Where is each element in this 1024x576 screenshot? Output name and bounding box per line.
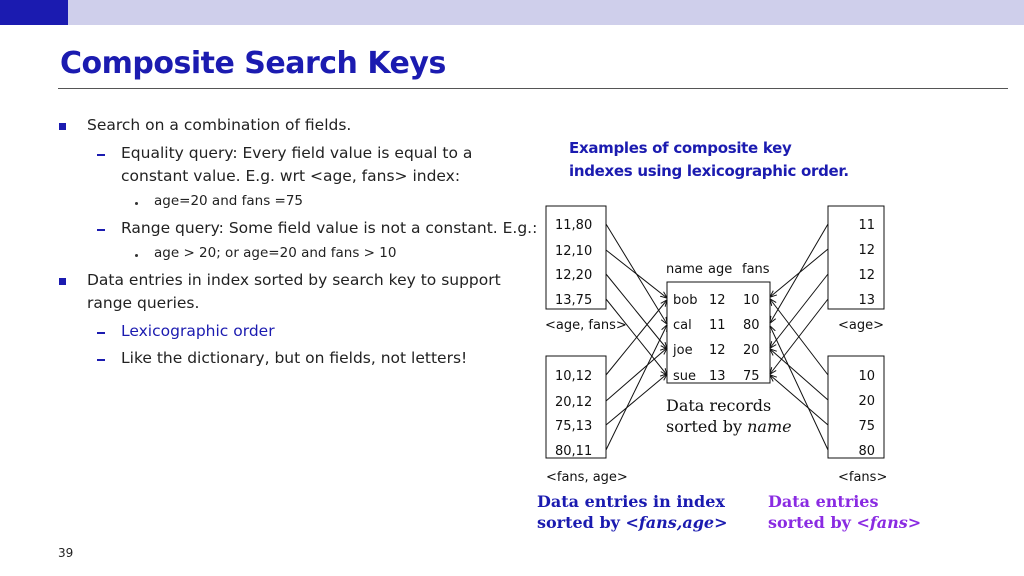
bottom-right-caption-italic: fans <box>869 513 908 532</box>
bottom-left-caption <box>537 491 728 533</box>
bottom-left-caption-italic: fans,age <box>638 513 715 532</box>
bottom-right-caption-line1: Data entries <box>768 492 879 511</box>
page-number: 39 <box>58 546 74 560</box>
index-entry: 11,80 <box>555 218 593 233</box>
index-entry: 12,20 <box>555 268 593 283</box>
bullet-range-example: age > 20; or age=20 and fans > 10 <box>154 245 397 261</box>
index-entry: 12 <box>858 243 875 258</box>
records-header-age: age <box>708 262 733 277</box>
record-cell: joe <box>673 343 693 358</box>
record-cell: 11 <box>709 318 726 333</box>
pointer-arrow <box>606 250 667 298</box>
pointer-arrow <box>770 349 828 400</box>
index-age-box <box>828 206 884 309</box>
bottom-right-caption-suffix: > <box>907 513 922 532</box>
record-cell: cal <box>673 318 692 333</box>
bullet-equality-query-line2: constant value. E.g. wrt <age, fans> index: <box>121 167 461 185</box>
record-cell: 75 <box>743 369 760 384</box>
record-cell: 13 <box>709 369 726 384</box>
index-entry: 80 <box>858 444 875 459</box>
record-cell: 12 <box>709 293 726 308</box>
bottom-left-caption-suffix: > <box>714 513 728 532</box>
records-caption <box>666 395 792 437</box>
bullet-equality-example: age=20 and fans =75 <box>154 193 304 209</box>
pointer-arrow <box>606 374 667 425</box>
index-fans-age-label: <fans, age> <box>546 470 628 485</box>
bullet-dictionary: Like the dictionary, but on fields, not letters! <box>121 349 468 367</box>
index-entry: 75 <box>858 419 875 434</box>
record-cell: sue <box>673 369 697 384</box>
bottom-left-caption-prefix: sorted by < <box>537 513 639 532</box>
bullet-data-entries-line2: range queries. <box>87 294 200 312</box>
bottom-right-caption-prefix: sorted by < <box>768 513 870 532</box>
record-cell: bob <box>673 293 698 308</box>
index-entry: 75,13 <box>555 419 593 434</box>
index-entry: 20,12 <box>555 395 593 410</box>
index-entry: 20 <box>858 394 875 409</box>
index-entry: 10,12 <box>555 369 593 384</box>
slide-title: Composite Search Keys <box>60 46 446 81</box>
bullet-equality-query-line1: Equality query: Every field value is equal to a <box>121 144 473 162</box>
index-age-fans-label: <age, fans> <box>545 318 627 333</box>
index-entry: 12,10 <box>555 244 593 259</box>
record-cell: 10 <box>743 293 760 308</box>
pointer-arrow <box>606 325 667 450</box>
records-header-name: name <box>666 262 703 277</box>
pointer-arrow <box>606 348 667 401</box>
bullet-range-query: Range query: Some field value is not a constant. E.g.: <box>121 219 538 237</box>
diagram-caption-line1: Examples of composite key <box>569 139 792 157</box>
index-fans-box <box>828 356 884 458</box>
pointer-arrow <box>770 249 828 297</box>
bottom-right-caption <box>768 491 921 533</box>
bullet-data-entries-line1: Data entries in index sorted by search key to support <box>87 271 501 289</box>
records-caption-italic: name <box>747 417 792 436</box>
index-age-label: <age> <box>838 318 885 333</box>
index-entry: 13,75 <box>555 293 593 308</box>
record-cell: 12 <box>709 343 726 358</box>
index-entry: 10 <box>858 369 875 384</box>
records-header-fans: fans <box>742 262 770 277</box>
diagram-caption-line2: indexes using lexicographic order. <box>569 162 849 180</box>
records-caption-prefix: sorted by <box>666 417 748 436</box>
records-caption-line1: Data records <box>666 396 772 415</box>
record-cell: 80 <box>743 318 760 333</box>
bullet-lexicographic-order: Lexicographic order <box>121 322 275 340</box>
index-entry: 12 <box>858 268 875 283</box>
index-entry: 11 <box>858 218 875 233</box>
bullet-search-combination: Search on a combination of fields. <box>87 116 352 134</box>
record-cell: 20 <box>743 343 760 358</box>
bottom-left-caption-line1: Data entries in index <box>537 492 725 511</box>
index-entry: 80,11 <box>555 444 593 459</box>
index-entry: 13 <box>858 293 875 308</box>
index-fans-label: <fans> <box>838 470 888 485</box>
